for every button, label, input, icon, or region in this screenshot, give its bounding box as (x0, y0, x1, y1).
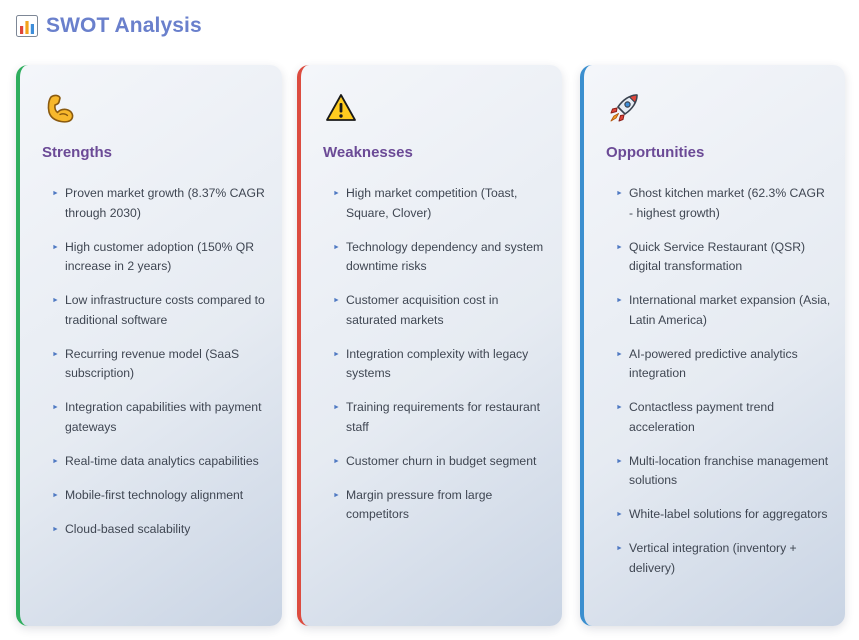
item-text: Multi-location franchise management solutions (629, 453, 829, 487)
list-item (616, 291, 831, 330)
strengths-title: Strengths (42, 144, 113, 161)
list-item (52, 238, 268, 277)
item-text: International market expansion (Asia, Latin America) (629, 293, 831, 327)
bullet-icon: ► (333, 350, 340, 358)
list-item (616, 238, 831, 277)
item-text: Technology dependency and system downtime risks (346, 239, 544, 273)
bullet-icon: ► (333, 297, 340, 304)
list-item (333, 345, 548, 384)
bullet-icon: ► (616, 545, 623, 552)
list-item (52, 520, 268, 540)
list-item (333, 238, 548, 277)
list-item (616, 505, 831, 525)
opportunities-card (580, 65, 845, 626)
list-item (52, 184, 268, 223)
list-item (333, 184, 548, 223)
bullet-icon: ► (333, 457, 340, 465)
bullet-icon: ► (616, 350, 623, 358)
item-text: High market competition (Toast, Square, Clover) (346, 186, 518, 220)
item-text: Real-time data analytics capabilities (65, 453, 259, 468)
list-item (333, 398, 548, 437)
strengths-list (52, 184, 268, 554)
page-header (16, 10, 202, 42)
list-item (616, 452, 831, 491)
strengths-card (16, 65, 282, 626)
item-text: Proven market growth (8.37% CAGR through 2030) (65, 186, 265, 220)
item-text: Training requirements for restaurant staff (346, 400, 540, 434)
item-text: Customer churn in budget segment (346, 453, 537, 468)
item-text: AI-powered predictive analytics integration (629, 346, 798, 380)
bullet-icon: ► (616, 243, 623, 251)
bar-chart-icon (16, 15, 38, 37)
bullet-icon: ► (333, 491, 340, 499)
bullet-icon: ► (333, 404, 340, 411)
item-text: Quick Service Restaurant (QSR) digital transformation (629, 239, 806, 273)
bullet-icon: ► (616, 457, 623, 465)
bullet-icon: ► (52, 457, 59, 465)
weaknesses-title: Weaknesses (323, 144, 413, 161)
list-item (52, 345, 268, 384)
weaknesses-card (297, 65, 562, 626)
bullet-icon: ► (333, 243, 340, 251)
rocket-icon (608, 92, 640, 124)
list-item (52, 291, 268, 330)
item-text: White-label solutions for aggregators (629, 507, 828, 521)
list-item (333, 452, 548, 472)
list-item (616, 184, 831, 223)
item-text: Margin pressure from large competitors (346, 487, 493, 521)
bullet-icon: ► (616, 190, 623, 197)
item-text: Customer acquisition cost in saturated markets (346, 293, 499, 327)
bullet-icon: ► (52, 243, 59, 251)
bullet-icon: ► (52, 491, 59, 499)
item-text: Recurring revenue model (SaaS subscription) (65, 346, 240, 380)
item-text: Integration capabilities with payment gateways (65, 400, 262, 434)
bullet-icon: ► (616, 297, 623, 304)
page-title: SWOT Analysis (46, 14, 202, 37)
bullet-icon: ► (52, 190, 59, 197)
bullet-icon: ► (616, 404, 623, 411)
list-item (52, 398, 268, 437)
bullet-icon: ► (52, 404, 59, 411)
item-text: Vertical integration (inventory + delivery) (629, 541, 797, 575)
bullet-icon: ► (52, 525, 59, 533)
bullet-icon: ► (616, 511, 623, 518)
list-item (333, 291, 548, 330)
list-item (52, 452, 268, 472)
item-text: Mobile-first technology alignment (65, 487, 244, 502)
list-item (616, 345, 831, 384)
opportunities-title: Opportunities (606, 144, 705, 161)
bullet-icon: ► (52, 297, 59, 304)
bullet-icon: ► (333, 190, 340, 197)
item-text: High customer adoption (150% QR increase in 2 years) (65, 239, 255, 273)
list-item (616, 539, 831, 578)
item-text: Low infrastructure costs compared to traditional software (65, 293, 265, 327)
item-text: Cloud-based scalability (65, 521, 191, 536)
warning-icon (325, 92, 357, 124)
weaknesses-list (333, 184, 548, 539)
bullet-icon: ► (52, 350, 59, 358)
list-item (333, 486, 548, 525)
item-text: Ghost kitchen market (62.3% CAGR - highest growth) (629, 186, 825, 220)
flexed-biceps-icon (44, 92, 76, 124)
opportunities-list (616, 184, 831, 593)
list-item (616, 398, 831, 437)
item-text: Integration complexity with legacy systems (346, 346, 529, 380)
list-item (52, 486, 268, 506)
item-text: Contactless payment trend acceleration (629, 400, 774, 434)
